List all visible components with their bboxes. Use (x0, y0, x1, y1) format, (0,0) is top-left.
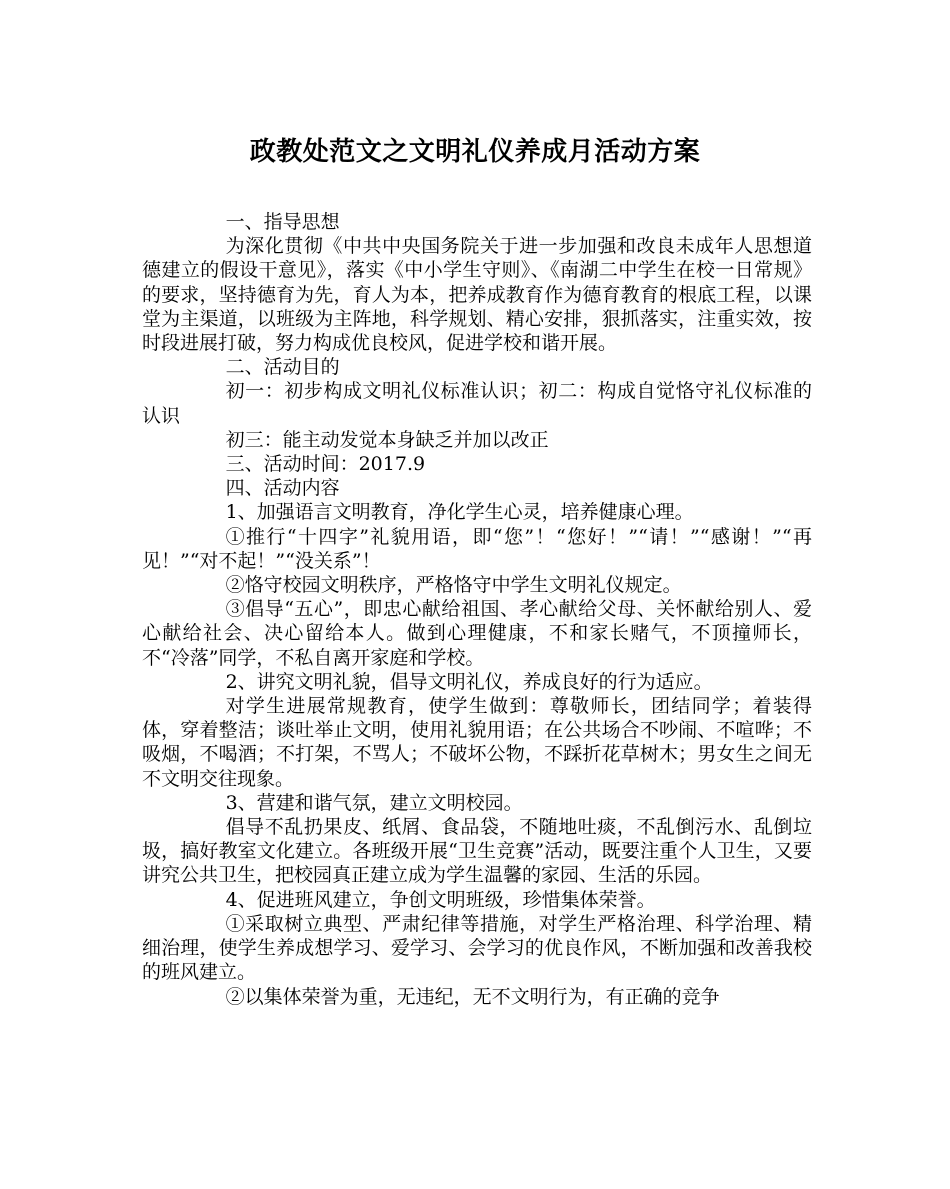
paragraph: 初一：初步构成文明礼仪标准认识；初二：构成自觉恪守礼仪标准的认识 (142, 380, 812, 427)
section-heading: 三、活动时间：2017.9 (225, 453, 426, 476)
paragraph: 3、营建和谐气氛，建立文明校园。 (225, 791, 523, 814)
document-title: 政教处范文之文明礼仪养成月活动方案 (249, 137, 701, 167)
paragraph: 为深化贯彻《中共中央国务院关于进一步加强和改良未成年人思想道德建立的假设干意见》，落实《中小学生守则》、《南湖二中学生在校一日常规》的要求，坚持德育为先，育人为本，把养成教育作为德育教育的根底工程，以课堂为主渠道，以班级为主阵地，科学规划、精心安排，狠抓落实，注重实效，按时段进展打破，努力构成优良校风，促进学校和谐开展。 (142, 235, 812, 355)
section-heading: 二、活动目的 (225, 356, 340, 379)
paragraph: 对学生进展常规教育，使学生做到：尊敬师长，团结同学；着装得体，穿着整洁；谈吐举止文明，使用礼貌用语；在公共场合不吵闹、不喧哗；不吸烟，不喝酒；不打架，不骂人；不破坏公物，不踩折花草树木；男女生之间无不文明交往现象。 (142, 695, 812, 790)
section-heading: 一、指导思想 (225, 211, 340, 233)
paragraph: ①推行“十四字”礼貌用语，即“您”！“您好！”“请！”“感谢！”“再见！”“对不起！”“没关系”！ (142, 525, 812, 572)
section-heading: 四、活动内容 (225, 477, 340, 500)
paragraph: ②以集体荣誉为重，无违纪，无不文明行为，有正确的竞争 (225, 985, 720, 1008)
paragraph: 2、讲究文明礼貌，倡导文明礼仪，养成良好的行为适应。 (225, 670, 713, 693)
document-body (142, 210, 812, 1009)
paragraph: ①采取树立典型、严肃纪律等措施，对学生严格治理、科学治理、精细治理，使学生养成想学习、爱学习、会学习的优良作风，不断加强和改善我校的班风建立。 (142, 912, 812, 984)
paragraph: 4、促进班风建立，争创文明班级，珍惜集体荣誉。 (225, 888, 656, 911)
paragraph: 初三：能主动发觉本身缺乏并加以改正 (225, 428, 549, 451)
paragraph: ③倡导“五心”，即忠心献给祖国、孝心献给父母、关怀献给别人、爱心献给社会、决心留给本人。做到心理健康，不和家长赌气，不顶撞师长，不“冷落”同学，不私自离开家庭和学校。 (142, 598, 812, 669)
paragraph: 倡导不乱扔果皮、纸屑、食品袋，不随地吐痰，不乱倒污水、乱倒垃圾，搞好教室文化建立。各班级开展“卫生竞赛”活动，既要注重个人卫生，又要讲究公共卫生，把校园真正建立成为学生温馨的家园、生活的乐园。 (142, 816, 812, 887)
paragraph: ②恪守校园文明秩序，严格恪守中学生文明礼仪规定。 (225, 574, 682, 597)
paragraph: 1、加强语言文明教育，净化学生心灵，培养健康心理。 (225, 501, 694, 524)
